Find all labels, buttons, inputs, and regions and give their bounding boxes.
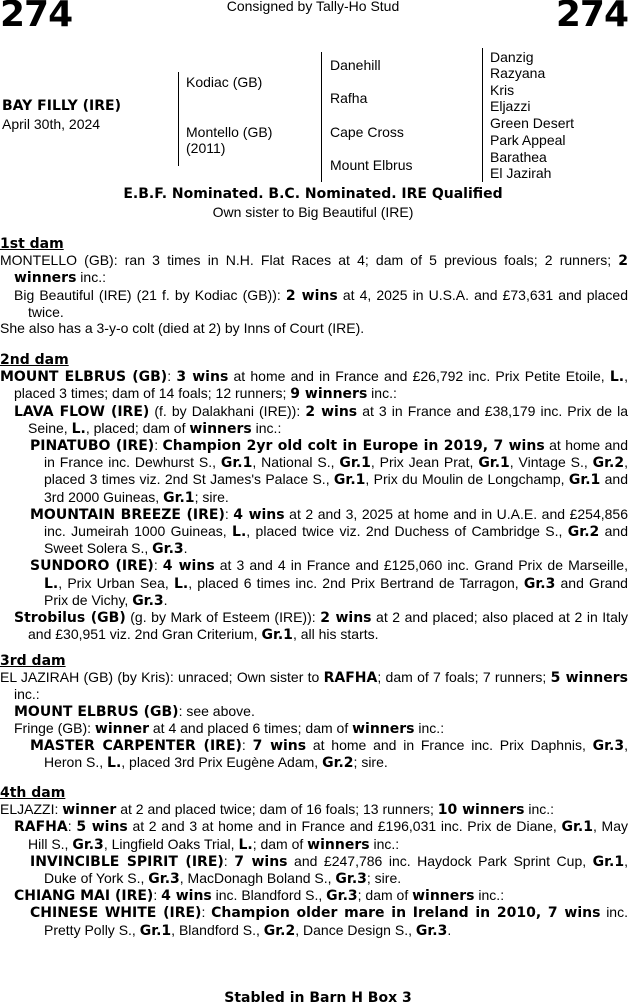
pedigree-bracket-3 bbox=[482, 48, 483, 182]
fourth-dam-grandproduce-1: INVINCIBLE SPIRIT (IRE): 7 wins and £247,786 inc. Haydock Park Sprint Cup, Gr.1, Duke of York S., Gr.3, MacDonagh Boland S., Gr.3; sire. bbox=[30, 852, 629, 888]
third-dam-section bbox=[0, 653, 628, 771]
dam-sire: Cape Cross bbox=[330, 124, 404, 140]
consignor: Consigned by Tally-Ho Stud bbox=[226, 0, 400, 14]
third-dam-entry: EL JAZIRAH (GB) (by Kris): unraced; Own sister to RAFHA; dam of 7 foals; 7 runners; 5 winners inc.: bbox=[0, 669, 629, 703]
ggp-1: Danzig bbox=[490, 49, 534, 65]
second-dam-section bbox=[0, 352, 628, 643]
ggp-7: Barathea bbox=[490, 149, 547, 165]
second-dam-entry: MOUNT ELBRUS (GB): 3 wins at home and in France and £26,792 inc. Prix Petite Etoile, L., placed 3 times; dam of 14 foals; 12 runners; 9 winners inc.: bbox=[0, 368, 629, 403]
second-dam-grandproduce-3: SUNDORO (IRE): 4 wins at 3 and 4 in France and £125,060 inc. Grand Prix de Marseille, L., Prix Urban Sea, L., placed 6 times inc. 2nd Prix Bertrand de Tarragon, Gr.3 and Grand Prix de Vichy, Gr.3. bbox=[30, 557, 628, 609]
third-dam-grandproduce-1: MASTER CARPENTER (IRE): 7 wins at home and in France inc. Prix Daphnis, Gr.3, Heron S., L., placed 3rd Prix Eugène Adam, Gr.2; sire. bbox=[30, 737, 629, 772]
first-dam-section bbox=[0, 236, 628, 336]
second-dam-heading: 2nd dam bbox=[0, 352, 69, 368]
pedigree-bracket-2 bbox=[321, 52, 322, 182]
fourth-dam-grandproduce-2: CHINESE WHITE (IRE): Champion older mare in Ireland in 2010, 7 wins inc. Pretty Polly S., Gr.1, Blandford S., Gr.2, Dance Design S., Gr.3. bbox=[30, 904, 628, 939]
ggp-8: El Jazirah bbox=[490, 165, 552, 181]
first-dam-note: She also has a 3-y-o colt (died at 2) by Inns of Court (IRE). bbox=[0, 320, 365, 337]
dam-dam: Mount Elbrus bbox=[330, 157, 413, 173]
ggp-6: Park Appeal bbox=[490, 132, 566, 148]
second-dam-produce-2: Strobilus (GB) (g. by Mark of Esteem (IRE)): 2 wins at 2 and placed; also placed at 2 in Italy and £30,951 viz. 2nd Gran Criterium, Gr.1, all his starts. bbox=[14, 609, 628, 644]
third-dam-heading: 3rd dam bbox=[0, 653, 66, 669]
first-dam-entry: MONTELLO (GB): ran 3 times in N.H. Flat Races at 4; dam of 5 previous foals; 2 runners; 2 winners inc.: bbox=[0, 252, 628, 287]
fourth-dam-heading: 4th dam bbox=[0, 785, 66, 801]
ggp-3: Kris bbox=[490, 82, 515, 98]
ggp-5: Green Desert bbox=[490, 115, 575, 131]
horse-name: BAY FILLY (IRE) bbox=[2, 98, 121, 114]
own-sister-note: Own sister to Big Beautiful (IRE) bbox=[212, 204, 414, 220]
third-dam-produce-1: MOUNT ELBRUS (GB): see above. bbox=[14, 702, 255, 720]
sire-dam: Rafha bbox=[330, 90, 368, 106]
second-dam-grandproduce-2: MOUNTAIN BREEZE (IRE): 4 wins at 2 and 3, 2025 at home and in U.A.E. and £254,856 inc. Jumeirah 1000 Guineas, L., placed twice viz. 2nd Duchess of Cambridge S., Gr.2 and Sweet Solera S., Gr.3. bbox=[30, 505, 628, 558]
fourth-dam-produce-2: CHIANG MAI (IRE): 4 wins inc. Blandford S., Gr.3; dam of winners inc.: bbox=[14, 887, 505, 905]
sire: Kodiac (GB) bbox=[186, 74, 263, 90]
first-dam-heading: 1st dam bbox=[0, 236, 64, 252]
stabling-footer: Stabled in Barn H Box 3 bbox=[224, 990, 412, 1006]
dam: Montello (GB) bbox=[186, 124, 273, 140]
horse-dob: April 30th, 2024 bbox=[2, 116, 101, 132]
third-dam-produce-2: Fringe (GB): winner at 4 and placed 6 times; dam of winners inc.: bbox=[14, 719, 445, 737]
fourth-dam-produce-1: RAFHA: 5 wins at 2 and 3 at home and in France and £196,031 inc. Prix de Diane, Gr.1, May Hill S., Gr.3, Lingfield Oaks Trial, L.; dam of winners inc.: bbox=[14, 818, 629, 853]
lot-number-right: 274 bbox=[555, 0, 628, 35]
fourth-dam-section bbox=[0, 785, 628, 939]
ggp-4: Eljazzi bbox=[490, 98, 531, 114]
first-dam-produce: Big Beautiful (IRE) (21 f. by Kodiac (GB)): 2 wins at 4, 2025 in U.S.A. and £73,631 and placed twice. bbox=[14, 286, 628, 320]
lot-number-left: 274 bbox=[0, 0, 73, 35]
sire-sire: Danehill bbox=[330, 57, 381, 73]
ggp-2: Razyana bbox=[490, 65, 546, 81]
dam-year: (2011) bbox=[186, 140, 226, 156]
second-dam-grandproduce-1: PINATUBO (IRE): Champion 2yr old colt in Europe in 2019, 7 wins at home and in France inc. Dewhurst S., Gr.1, National S., Gr.1, Prix Jean Prat, Gr.1, Vintage S., Gr.2, placed 3 times viz. 2nd St James's Palace S., Gr.1, Prix du Moulin de Longchamp, Gr.1 and 3rd 2000 Guineas, Gr.1; sire. bbox=[30, 437, 629, 506]
nominations: E.B.F. Nominated. B.C. Nominated. IRE Qualified bbox=[123, 186, 503, 202]
fourth-dam-entry: ELJAZZI: winner at 2 and placed twice; dam of 16 foals; 13 runners; 10 winners inc.: bbox=[0, 801, 555, 819]
pedigree-bracket-1 bbox=[178, 72, 179, 166]
second-dam-produce-1: LAVA FLOW (IRE) (f. by Dalakhani (IRE)): 2 wins at 3 in France and £38,179 inc. Prix de la Seine, L., placed; dam of winners inc.: bbox=[14, 402, 628, 437]
